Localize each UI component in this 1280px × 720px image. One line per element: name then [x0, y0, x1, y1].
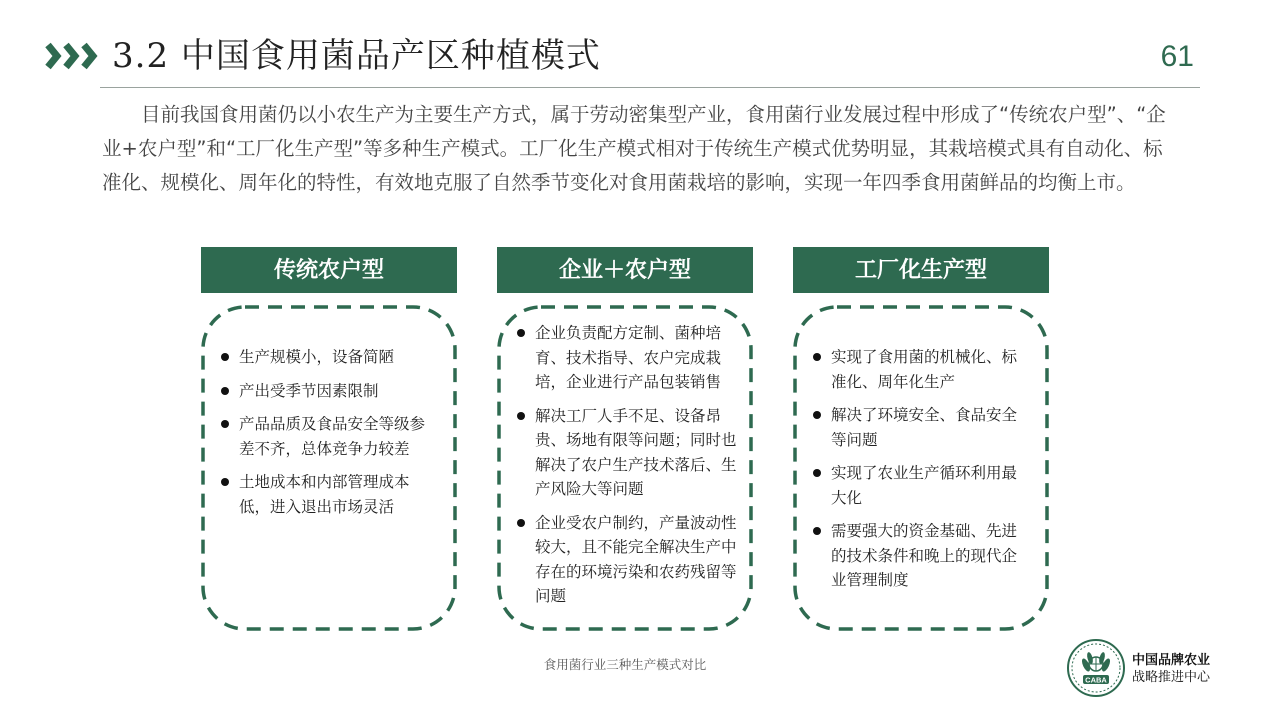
- bullet-icon: [517, 412, 525, 420]
- bullet-icon: [221, 387, 229, 395]
- intro-paragraph: 目前我国食用菌仍以小农生产为主要生产方式，属于劳动密集型产业，食用菌行业发展过程中形成了“传统农户型”、“企业+农户型”和“工厂化生产型”等多种生产模式。工厂化生产模式相对于传统生产模式优势明显，其栽培模式具有自动化、标准化、规模化、周年化的特性，有效地克服了自然季节变化对食用菌栽培的影响，实现一年四季食用菌鲜品的均衡上市。: [102, 103, 1166, 194]
- logo-line-2: 战略推进中心: [1132, 670, 1211, 685]
- bullet-icon: [221, 420, 229, 428]
- header-divider: [100, 87, 1200, 88]
- bullet-icon: [221, 478, 229, 486]
- list-item: 解决了环境安全、食品安全等问题: [813, 403, 1031, 452]
- list-item: 企业负责配方定制、菌种培育、技术指导、农户完成栽培，企业进行产品包装销售: [517, 321, 739, 395]
- figure-caption: 食用菌行业三种生产模式对比: [543, 657, 707, 672]
- column-header-enterprise-farmer: 企业＋农户型: [497, 247, 753, 293]
- page-title: 3.2 中国食用菌品产区种植模式: [112, 36, 601, 76]
- column-box-traditional: [201, 305, 457, 631]
- list-item: 产出受季节因素限制: [221, 379, 439, 404]
- column-header-traditional: 传统农户型: [201, 247, 457, 293]
- bullet-icon: [813, 411, 821, 419]
- page-number: 61: [1160, 40, 1194, 73]
- list-item: 产品品质及食品安全等级参差不齐，总体竞争力较差: [221, 412, 439, 461]
- column-box-enterprise-farmer: [497, 305, 753, 631]
- list-item: 需要强大的资金基础、先进的技术条件和晚上的现代企业管理制度: [813, 519, 1031, 593]
- column-header-factory: 工厂化生产型: [793, 247, 1049, 293]
- column-list-traditional: [221, 345, 439, 528]
- list-item: 土地成本和内部管理成本低，进入退出市场灵活: [221, 470, 439, 519]
- list-item: 解决工厂人手不足、设备昂贵、场地有限等问题；同时也解决了农户生产技术落后、生产风险大等问题: [517, 404, 739, 502]
- logo-text: [1132, 652, 1210, 686]
- bullet-icon: [813, 527, 821, 535]
- caba-logo-icon: [1066, 638, 1126, 698]
- svg-text:CABA: CABA: [1085, 675, 1107, 685]
- column-list-enterprise-farmer: [517, 321, 739, 618]
- list-item: 企业受农户制约，产量波动性较大，且不能完全解决生产中存在的环境污染和农药残留等问题: [517, 511, 739, 609]
- bullet-icon: [517, 519, 525, 527]
- bullet-icon: [813, 353, 821, 361]
- column-list-factory: [813, 345, 1031, 602]
- bullet-icon: [221, 353, 229, 361]
- bullet-icon: [517, 329, 525, 337]
- list-item: 生产规模小，设备简陋: [221, 345, 439, 370]
- bullet-icon: [813, 469, 821, 477]
- column-box-factory: [793, 305, 1049, 631]
- list-item: 实现了农业生产循环利用最大化: [813, 461, 1031, 510]
- list-item: 实现了食用菌的机械化、标准化、周年化生产: [813, 345, 1031, 394]
- chevron-arrows-icon: [44, 40, 102, 72]
- logo-line-1: 中国品牌农业: [1132, 653, 1211, 668]
